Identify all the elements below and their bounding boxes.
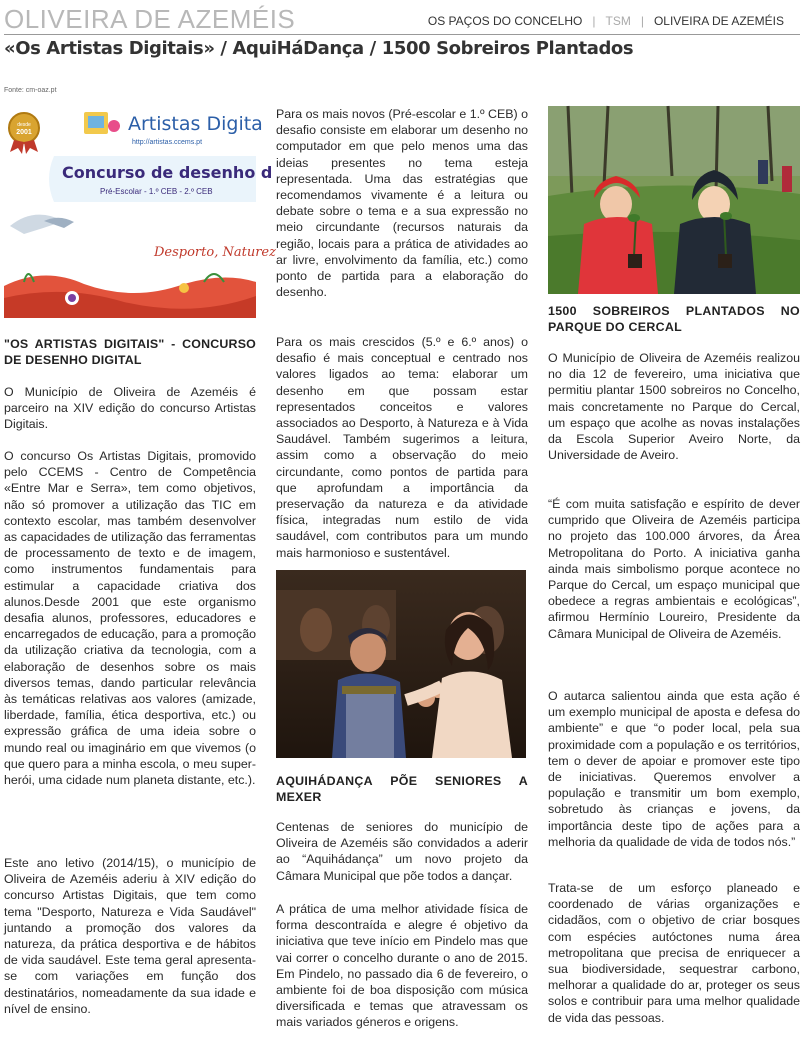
nav-link-oliveira[interactable]: OLIVEIRA DE AZEMÉIS <box>653 14 784 28</box>
article-paragraph: Trata-se de um esforço planeado e coordenado de várias organizações e cidadãos, com o objetivo de criar bosques com espécies autóctones numa área metropolitana que precisa de enriquecer a sua biodiversidade, sequestrar carbono, melhorar a qualidade do ar, proteger os seus solos e contribuir para uma melhor qualidade de vida das pessoas. <box>548 881 800 1025</box>
nav-link-tsm[interactable]: TSM <box>605 14 631 28</box>
article-paragraph: Este ano letivo (2014/15), o município de Oliveira de Azeméis aderiu à XIV edição do concurso Artistas Digitais, que tem como tema "Desporto, Natureza e Vida Saudável" juntando a promoção dos valores da natureza, da prática desportiva e de hábitos de vida saudável. Este tema geral apresenta-se com variações em função dos destinatários, nomeadamente da sua idade e nível de ensino. <box>4 856 256 1016</box>
seniors-dancing-photo <box>276 570 526 758</box>
nav-separator: | <box>640 14 644 28</box>
artistas-digitais-poster <box>4 106 276 318</box>
top-navigation <box>428 14 784 28</box>
page-headline: «Os Artistas Digitais» / AquiHáDança / 1500 Sobreiros Plantados <box>4 38 634 59</box>
article-paragraph: Para os mais crescidos (5.º e 6.º anos) o desafio é mais conceptual e centrado nos valores ligados ao tema: elaborar um desenho em que possam estar representados conceitos e valores associados ao Desporto, à Natureza e à Vida Saudável. Também sugerimos a leitura, assim como a observação do meio circundante, como pontos de partida para que aprofundam a importância da preservação da natureza e da atividade física, integradas num estilo de vida saudável, com contributos para um mundo mais harmonioso e sustentável. <box>276 335 528 560</box>
article-paragraph: A prática de uma melhor atividade física de forma descontraída e alegre é objetivo da iniciativa que teve início em Pindelo mas que vai correr o concelho durante o ano de 2015. Em Pindelo, no passado dia 6 de fevereiro, o ambiente foi de boa disposição com música diversificada e temas que atravessam os mais variados géneros e origens. <box>276 902 528 1030</box>
svg-text:Artistas Digita: Artistas Digita <box>128 113 263 135</box>
article-paragraph: Centenas de seniores do município de Oliveira de Azeméis são convidados a aderir ao “Aquihádança” um novo projeto da Câmara Municipal que põe todos a dançar. <box>276 820 528 883</box>
article-paragraph: Para os mais novos (Pré-escolar e 1.º CEB) o desafio consiste em elaborar um desenho no computador em que pelo menos uma das ideias presentes no tema esteja representada. Uma das estratégias que recomendamos vivamente é a leitura ou debate sobre o tema e a sua expressão no meio circundante (recursos naturais da região, locais para a prática de atividades ao ar livre, envolvimento da família, etc.) como ponto de partida para a elaboração do desenho. <box>276 107 528 300</box>
svg-text:desde: desde <box>17 122 31 128</box>
article-heading-sobreiros: 1500 SOBREIROS PLANTADOS NO PARQUE DO CERCAL <box>548 304 800 335</box>
masthead <box>4 2 804 34</box>
svg-text:Desporto, Naturez: Desporto, Naturez <box>154 245 276 260</box>
article-paragraph: O Município de Oliveira de Azeméis é parceiro na XIV edição do concurso Artistas Digitais. <box>4 385 256 432</box>
brand-title: OLIVEIRA DE AZEMÉIS <box>4 4 296 34</box>
svg-text:http://artistas.ccems.pt: http://artistas.ccems.pt <box>132 139 203 146</box>
masthead-divider <box>4 34 800 35</box>
svg-text:Concurso de desenho d: Concurso de desenho d <box>62 163 273 182</box>
svg-text:2001: 2001 <box>16 129 32 136</box>
source-credit: Fonte: cm-oaz.pt <box>4 87 57 94</box>
svg-text:Pré-Escolar - 1.º CEB - 2.º CE: Pré-Escolar - 1.º CEB - 2.º CEB <box>100 187 213 196</box>
article-heading-artistas: "OS ARTISTAS DIGITAIS" - CONCURSO DE DESENHO DIGITAL <box>4 337 256 368</box>
nav-link-pacos[interactable]: OS PAÇOS DO CONCELHO <box>427 14 583 28</box>
article-paragraph: O concurso Os Artistas Digitais, promovido pelo CCEMS - Centro de Competência «Entre Mar e Serra», tem como objetivos, não só promover a utilização das TIC em contexto escolar, mas também desenvolver as capacidades de utilização das ferramentas de processamento de texto e de imagem, como instrumentos fundamentais para estimular a capacidade criativa dos alunos.Desde 2001 que este organismo desafia alunos, professores, educadores e encarregados de educação, para a promoção da utilização criativa da tecnologia, com a elaboração de desenhos sobre os mais diversos temas, dando particular relevância às temáticas relativas aos valores (amizade, liberdade, família, ética desportiva, etc.) ou expressão gráfica de uma ideia sobre o mundo real ou imaginário em que vivemos (o que quero para a minha escola, o meu super-herói, uma cidade num planeta distante, etc.). <box>4 449 256 788</box>
nav-separator: | <box>592 14 596 28</box>
article-paragraph: O Município de Oliveira de Azeméis realizou no dia 12 de fevereiro, uma iniciativa que permitiu plantar 1500 sobreiros no Concelho, mais concretamente no Parque do Cercal, um espaço que acolhe as novas instalações da Escola Superior Aveiro Norte, da Universidade de Aveiro. <box>548 351 800 463</box>
article-paragraph: “É com muita satisfação e espírito de dever cumprido que Oliveira de Azeméis participa no projeto das 100.000 árvores, da Área Metropolitana do Porto. A iniciativa ganha ainda mais simbolismo porque acontece no Parque do Cercal, um espaço municipal que obedece a regras ambientais e ecológicas”, afirmou Hermínio Loureiro, Presidente da Câmara Municipal de Oliveira de Azeméis. <box>548 497 800 641</box>
article-paragraph: O autarca salientou ainda que esta ação é um exemplo municipal de aposta e defesa do ambiente” e que “o poder local, pela sua proximidade com a população e os territórios, tem o dever de apoiar e promover este tipo de iniciativas. Queremos envolver a população e transmitir um bom exemplo, sobretudo às crianças e jovens, da importância deste tipo de ações para a melhoria da qualidade de vida de todos nós.” <box>548 689 800 849</box>
cork-oak-planting-photo <box>548 106 800 294</box>
article-heading-aquihadanca: AQUIHÁDANÇA PÕE SENIORES A MEXER <box>276 774 528 805</box>
